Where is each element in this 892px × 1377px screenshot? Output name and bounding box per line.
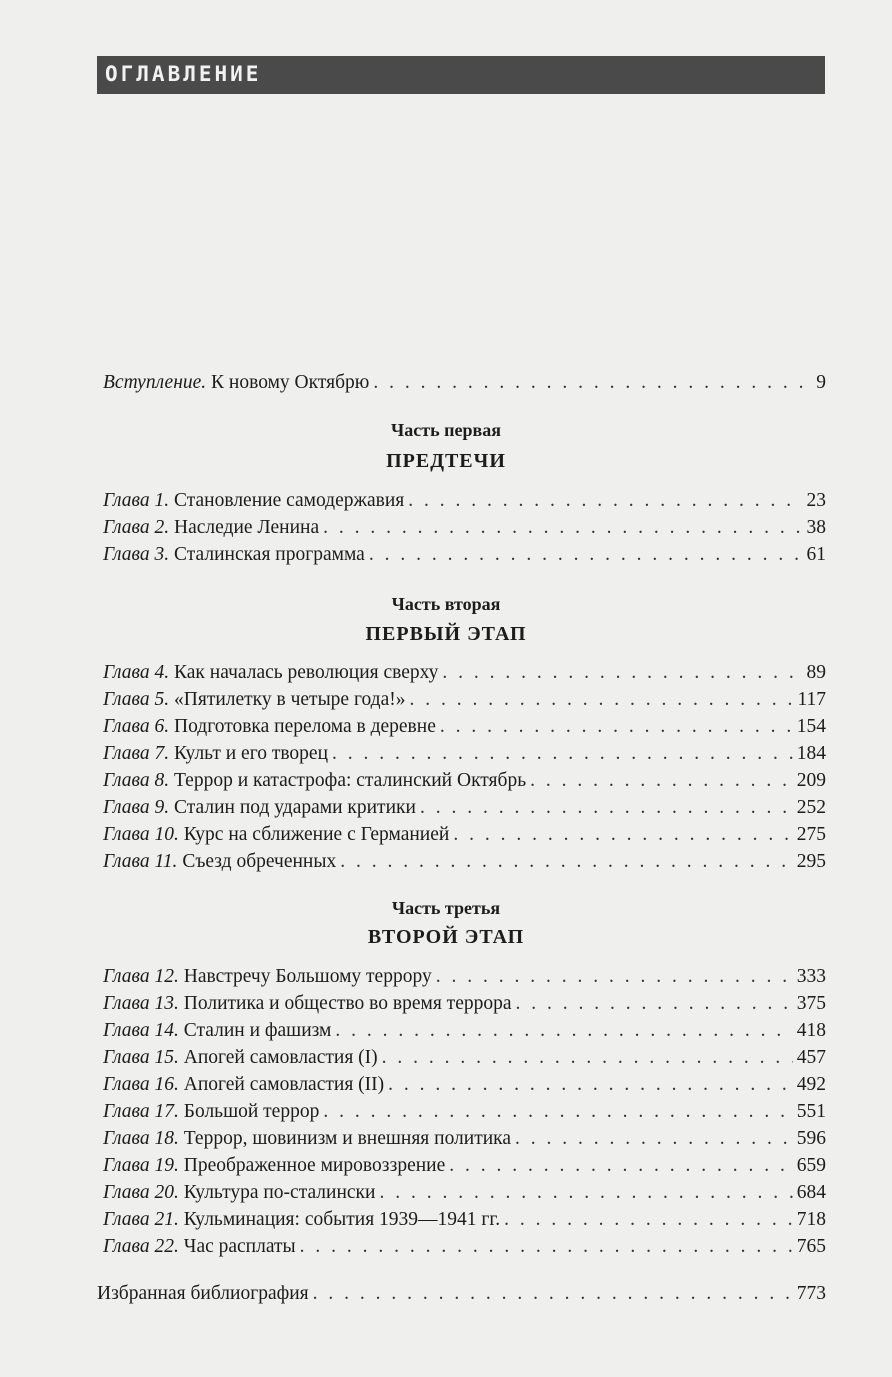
toc-entry-label: Глава 21. Кульминация: события 1939—1941 гг.	[103, 1209, 501, 1230]
toc-entry-label: Глава 7. Культ и его творец	[103, 743, 329, 764]
leader-dots	[313, 1283, 793, 1305]
part-label: Часть третья	[391, 898, 501, 918]
toc-entry-chapter-13[interactable]	[103, 993, 826, 1021]
toc-page-number: 184	[796, 743, 826, 764]
toc-entry-label: Вступление. К новому Октябрю	[103, 372, 370, 393]
toc-page-number: 684	[796, 1182, 826, 1203]
toc-page-number: 23	[806, 490, 826, 511]
leader-dots	[408, 490, 802, 512]
toc-entry-chapter-5[interactable]	[103, 689, 826, 717]
toc-entry-label: Глава 17. Большой террор	[103, 1101, 320, 1122]
toc-page-number: 209	[796, 770, 826, 791]
toc-page-number: 418	[796, 1020, 826, 1041]
toc-entry-label: Глава 12. Навстречу Большому террору	[103, 966, 432, 987]
leader-dots	[388, 1074, 793, 1096]
leader-dots	[442, 662, 802, 684]
toc-entry-label: Глава 6. Подготовка перелома в деревне	[103, 716, 436, 737]
toc-entry-chapter-14[interactable]	[103, 1020, 826, 1048]
toc-entry-label: Глава 9. Сталин под ударами критики	[103, 797, 416, 818]
toc-entry-chapter-12[interactable]	[103, 966, 826, 994]
toc-entry-label: Глава 11. Съезд обреченных	[103, 851, 337, 872]
leader-dots	[379, 1182, 792, 1204]
toc-page-number: 659	[796, 1155, 826, 1176]
toc-entry-chapter-8[interactable]	[103, 770, 826, 798]
toc-page-number: 154	[796, 716, 826, 737]
toc-entry-label: Глава 13. Политика и общество во время террора	[103, 993, 512, 1014]
toc-entry-chapter-15[interactable]	[103, 1047, 826, 1075]
leader-dots	[504, 1209, 793, 1231]
toc-entry-label: Глава 18. Террор, шовинизм и внешняя политика	[103, 1128, 512, 1149]
leader-dots	[300, 1236, 793, 1258]
toc-page-number: 9	[816, 372, 826, 393]
toc-entry-chapter-20[interactable]	[103, 1182, 826, 1210]
leader-dots	[440, 716, 793, 738]
toc-entry-label: Глава 10. Курс на сближение с Германией	[103, 824, 450, 845]
leader-dots	[382, 1047, 793, 1069]
toc-entry-label: Глава 8. Террор и катастрофа: сталинский Октябрь	[103, 770, 527, 791]
part-label: Часть вторая	[391, 594, 501, 614]
toc-entry-chapter-6[interactable]	[103, 716, 826, 744]
toc-entry-chapter-18[interactable]	[103, 1128, 826, 1156]
toc-entry-chapter-19[interactable]	[103, 1155, 826, 1183]
toc-entry-label: Глава 22. Час расплаты	[103, 1236, 296, 1257]
toc-entry-chapter-16[interactable]	[103, 1074, 826, 1102]
toc-entry-label: Глава 3. Сталинская программа	[103, 544, 365, 565]
toc-entry-label: Глава 15. Апогей самовластия (I)	[103, 1047, 378, 1068]
toc-entry-chapter-9[interactable]	[103, 797, 826, 825]
leader-dots	[516, 993, 793, 1015]
toc-entry-label: Глава 5. «Пятилетку в четыре года!»	[103, 689, 406, 710]
toc-page-number: 38	[806, 517, 826, 538]
leader-dots	[420, 797, 793, 819]
toc-page-number: 765	[796, 1236, 826, 1257]
toc-page-number: 117	[797, 689, 826, 710]
header-bar	[97, 56, 825, 94]
toc-page-number: 89	[806, 662, 826, 683]
part-title: ПЕРВЫЙ ЭТАП	[365, 623, 527, 645]
leader-dots	[515, 1128, 793, 1150]
leader-dots	[453, 824, 792, 846]
part-label: Часть первая	[391, 420, 501, 440]
leader-dots	[409, 689, 793, 711]
part-title: ПРЕДТЕЧИ	[386, 450, 506, 472]
toc-page-number: 252	[796, 797, 826, 818]
toc-page-number: 551	[796, 1101, 826, 1122]
leader-dots	[335, 1020, 792, 1042]
toc-entry-label: Глава 1. Становление самодержавия	[103, 490, 405, 511]
toc-entry-bibliography[interactable]	[97, 1283, 826, 1311]
toc-entry-label: Глава 4. Как началась революция сверху	[103, 662, 439, 683]
toc-entry-chapter-4[interactable]	[103, 662, 826, 690]
toc-entry-chapter-11[interactable]	[103, 851, 826, 879]
toc-page-number: 61	[806, 544, 826, 565]
toc-page-number: 275	[796, 824, 826, 845]
leader-dots	[449, 1155, 792, 1177]
toc-page-number: 375	[796, 993, 826, 1014]
toc-page-number: 773	[796, 1283, 826, 1304]
toc-entry-label: Глава 19. Преображенное мировоззрение	[103, 1155, 446, 1176]
leader-dots	[530, 770, 793, 792]
toc-entry-label: Глава 16. Апогей самовластия (II)	[103, 1074, 385, 1095]
toc-page-number: 492	[796, 1074, 826, 1095]
leader-dots	[340, 851, 793, 873]
toc-entry-chapter-17[interactable]	[103, 1101, 826, 1129]
page-title: ОГЛАВЛЕНИЕ	[105, 62, 262, 86]
part-title: ВТОРОЙ ЭТАП	[367, 926, 525, 948]
toc-entry-chapter-22[interactable]	[103, 1236, 826, 1264]
toc-entry-chapter-3[interactable]	[103, 544, 826, 572]
toc-entry-label: Глава 14. Сталин и фашизм	[103, 1020, 332, 1041]
leader-dots	[436, 966, 793, 988]
leader-dots	[332, 743, 793, 765]
leader-dots	[373, 372, 812, 394]
toc-page-number: 718	[796, 1209, 826, 1230]
toc-page-number: 596	[796, 1128, 826, 1149]
toc-entry-intro[interactable]	[103, 372, 826, 400]
toc-page-number: 457	[796, 1047, 826, 1068]
toc-entry-label: Глава 20. Культура по-сталински	[103, 1182, 376, 1203]
leader-dots	[323, 517, 802, 539]
toc-entry-chapter-2[interactable]	[103, 517, 826, 545]
leader-dots	[369, 544, 803, 566]
leader-dots	[323, 1101, 792, 1123]
toc-page-number: 333	[796, 966, 826, 987]
toc-entry-chapter-1[interactable]	[103, 490, 826, 518]
toc-page-number: 295	[796, 851, 826, 872]
toc-entry-chapter-10[interactable]	[103, 824, 826, 852]
toc-entry-label: Глава 2. Наследие Ленина	[103, 517, 320, 538]
toc-entry-label: Избранная библиография	[97, 1283, 309, 1304]
toc-entry-chapter-7[interactable]	[103, 743, 826, 771]
toc-entry-chapter-21[interactable]	[103, 1209, 826, 1237]
